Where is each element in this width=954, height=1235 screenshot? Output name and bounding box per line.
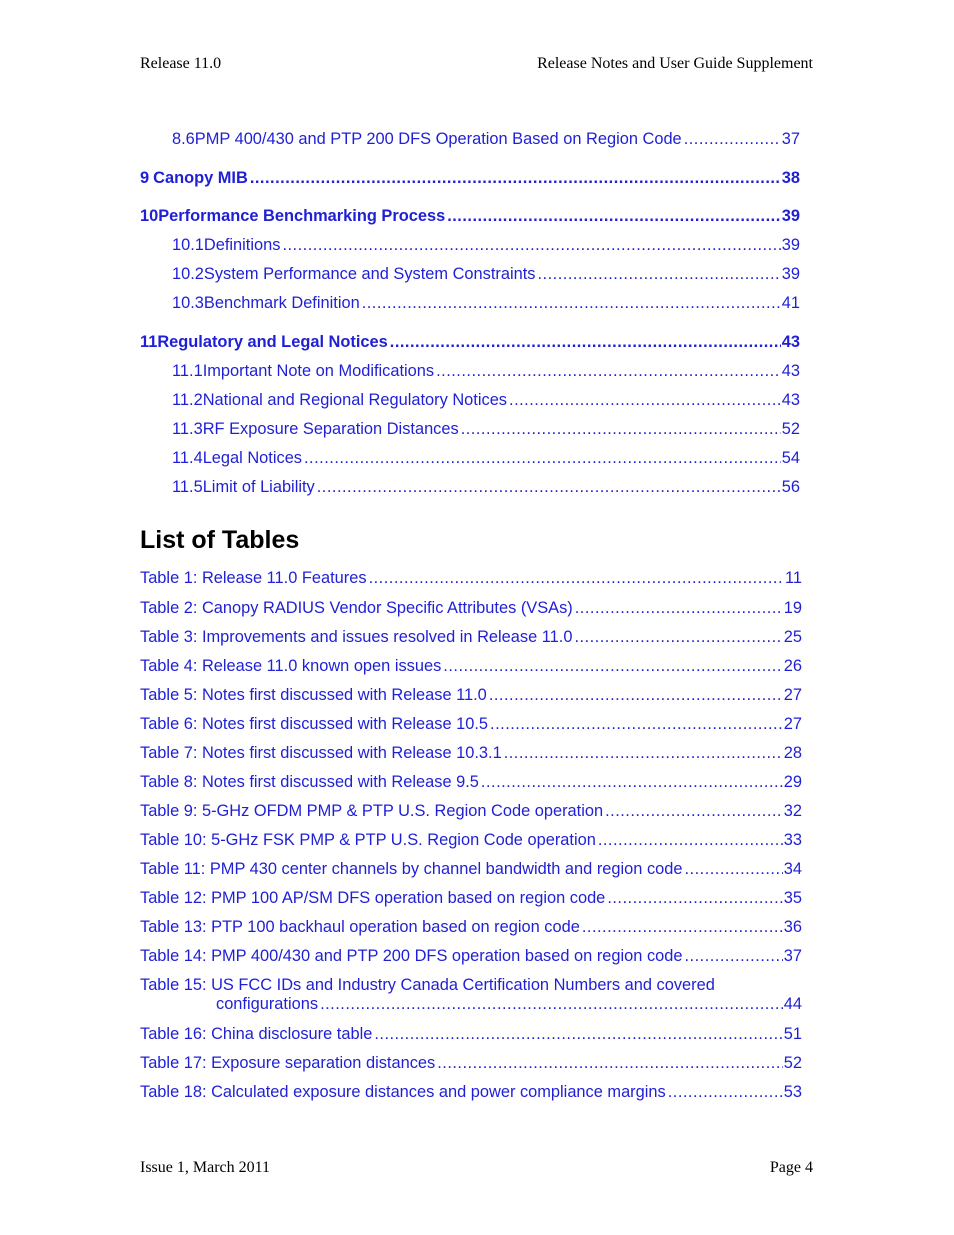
toc-number: 10 — [140, 207, 159, 225]
lot-title: Table 12: PMP 100 AP/SM DFS operation based on region code — [140, 889, 606, 907]
lot-page: 27 — [783, 686, 802, 704]
dot-leader — [538, 265, 781, 284]
toc-entry-10-2[interactable] — [172, 265, 800, 284]
lot-entry-11[interactable] — [140, 860, 802, 879]
dot-leader — [447, 207, 781, 226]
toc-title: Limit of Liability — [202, 478, 315, 496]
lot-title: Table 9: 5-GHz OFDM PMP & PTP U.S. Region Code operation — [140, 802, 604, 820]
lot-entry-6[interactable] — [140, 715, 802, 734]
toc-entry-11-1[interactable] — [172, 362, 800, 381]
lot-page: 36 — [783, 918, 802, 936]
lot-title: Table 16: China disclosure table — [140, 1025, 373, 1043]
toc-entry-10-3[interactable] — [172, 294, 800, 313]
dot-leader — [607, 889, 782, 908]
footer-issue: Issue 1, March 2011 — [140, 1159, 271, 1176]
toc-title: PMP 400/430 and PTP 200 DFS Operation Based on Region Code — [194, 130, 682, 148]
toc-entry-10-1[interactable] — [172, 236, 800, 255]
toc-number: 11.1 — [172, 362, 203, 380]
dot-leader — [436, 362, 781, 381]
lot-title: Table 13: PTP 100 backhaul operation based on region code — [140, 918, 580, 936]
toc-number: 8.6 — [172, 130, 195, 148]
toc-entry-11[interactable] — [140, 333, 800, 352]
toc-page: 43 — [781, 391, 800, 409]
toc-page: 41 — [781, 294, 800, 312]
dot-leader — [684, 860, 782, 879]
toc-entry-8-6[interactable] — [172, 130, 800, 149]
dot-leader — [362, 294, 781, 313]
lot-page: 53 — [783, 1083, 802, 1101]
toc-title: RF Exposure Separation Distances — [202, 420, 459, 438]
toc-page: 54 — [781, 449, 800, 467]
lot-title: Table 17: Exposure separation distances — [140, 1054, 436, 1072]
lot-entry-17[interactable] — [140, 1054, 802, 1073]
dot-leader — [504, 744, 783, 763]
dot-leader — [390, 333, 781, 352]
lot-title: Table 1: Release 11.0 Features — [140, 569, 367, 587]
dot-leader — [461, 420, 781, 439]
lot-entry-1[interactable] — [140, 569, 802, 588]
header-doc-title: Release Notes and User Guide Supplement — [537, 55, 813, 72]
lot-page: 28 — [783, 744, 802, 762]
lot-title-continued: configurations — [216, 995, 319, 1013]
list-of-tables-heading: List of Tables — [140, 526, 300, 554]
lot-page: 26 — [783, 657, 802, 675]
lot-page: 19 — [783, 599, 802, 617]
lot-page: 33 — [783, 831, 802, 849]
dot-leader — [574, 628, 782, 647]
toc-title: Important Note on Modifications — [202, 362, 435, 380]
dot-leader — [598, 831, 783, 850]
lot-title: Table 7: Notes first discussed with Release 10.3.1 — [140, 744, 502, 762]
lot-entry-8[interactable] — [140, 773, 802, 792]
lot-page: 11 — [784, 569, 802, 587]
dot-leader — [304, 449, 781, 468]
dot-leader — [509, 391, 781, 410]
toc-page: 43 — [781, 362, 800, 380]
lot-page: 25 — [783, 628, 802, 646]
toc-number: 10.2 — [172, 265, 204, 283]
lot-page: 34 — [783, 860, 802, 878]
toc-page: 38 — [781, 169, 800, 187]
toc-title: Benchmark Definition — [203, 294, 360, 312]
toc-page: 37 — [781, 130, 800, 148]
lot-title: Table 14: PMP 400/430 and PTP 200 DFS operation based on region code — [140, 947, 683, 965]
lot-title: Table 10: 5-GHz FSK PMP & PTP U.S. Region Code operation — [140, 831, 596, 849]
toc-title: Definitions — [203, 236, 281, 254]
toc-page: 56 — [781, 478, 800, 496]
lot-entry-9[interactable] — [140, 802, 802, 821]
dot-leader — [605, 802, 783, 821]
lot-title: Table 6: Notes first discussed with Release 10.5 — [140, 715, 489, 733]
dot-leader — [684, 947, 782, 966]
lot-title: Table 2: Canopy RADIUS Vendor Specific Attributes (VSAs) — [140, 599, 573, 617]
toc-title: System Performance and System Constraints — [203, 265, 536, 283]
toc-title: National and Regional Regulatory Notices — [202, 391, 508, 409]
header-release: Release 11.0 — [140, 55, 222, 72]
lot-entry-12[interactable] — [140, 889, 802, 908]
toc-title: Canopy MIB — [153, 169, 248, 187]
lot-page: 29 — [783, 773, 802, 791]
toc-number: 11.2 — [172, 391, 203, 409]
toc-number: 11.4 — [172, 449, 203, 467]
toc-page: 39 — [781, 207, 800, 225]
lot-page: 51 — [783, 1025, 802, 1043]
dot-leader — [668, 1083, 783, 1102]
dot-leader — [317, 478, 781, 497]
lot-title: Table 5: Notes first discussed with Release 11.0 — [140, 686, 487, 704]
lot-entry-14[interactable] — [140, 947, 802, 966]
dot-leader — [489, 686, 783, 705]
dot-leader — [374, 1025, 782, 1044]
toc-entry-11-5[interactable] — [172, 478, 800, 497]
lot-title: Table 18: Calculated exposure distances and power compliance margins — [140, 1083, 666, 1101]
toc-title: Performance Benchmarking Process — [158, 207, 446, 225]
footer-page-number: Page 4 — [769, 1159, 813, 1176]
toc-entry-9[interactable] — [140, 169, 800, 188]
toc-page: 39 — [781, 265, 800, 283]
lot-entry-2[interactable] — [140, 599, 802, 618]
lot-title: Table 11: PMP 430 center channels by channel bandwidth and region code — [140, 860, 683, 878]
lot-title: Table 4: Release 11.0 known open issues — [140, 657, 442, 675]
toc-entry-10[interactable] — [140, 207, 800, 226]
dot-leader — [443, 657, 782, 676]
dot-leader — [684, 130, 781, 149]
lot-page: 52 — [783, 1054, 802, 1072]
toc-page: 52 — [781, 420, 800, 438]
lot-entry-10[interactable] — [140, 831, 802, 850]
lot-entry-4[interactable] — [140, 657, 802, 676]
lot-title: Table 3: Improvements and issues resolved in Release 11.0 — [140, 628, 573, 646]
dot-leader — [282, 236, 780, 255]
dot-leader — [320, 995, 783, 1014]
lot-title: Table 8: Notes first discussed with Release 9.5 — [140, 773, 479, 791]
lot-page: 35 — [783, 889, 802, 907]
toc-page: 43 — [781, 333, 800, 351]
lot-title: Table 15: US FCC IDs and Industry Canada Certification Numbers and covered — [140, 976, 715, 994]
dot-leader — [582, 918, 783, 937]
toc-entry-11-4[interactable] — [172, 449, 800, 468]
toc-number: 10.3 — [172, 294, 204, 312]
toc-title: Legal Notices — [202, 449, 302, 467]
toc-entry-11-2[interactable] — [172, 391, 800, 410]
toc-title: Regulatory and Legal Notices — [157, 333, 388, 351]
dot-leader — [490, 715, 783, 734]
dot-leader — [437, 1054, 783, 1073]
lot-page: 37 — [783, 947, 802, 965]
lot-page: 27 — [783, 715, 802, 733]
lot-entry-13[interactable] — [140, 918, 802, 937]
lot-entry-15[interactable] — [140, 976, 802, 1014]
lot-entry-7[interactable] — [140, 744, 802, 763]
dot-leader — [481, 773, 783, 792]
toc-number: 11.3 — [172, 420, 203, 438]
toc-page: 39 — [781, 236, 800, 254]
lot-page: 44 — [783, 995, 802, 1013]
toc-entry-11-3[interactable] — [172, 420, 800, 439]
lot-page: 32 — [783, 802, 802, 820]
dot-leader — [369, 569, 784, 588]
lot-entry-16[interactable] — [140, 1025, 802, 1044]
lot-entry-5[interactable] — [140, 686, 802, 705]
toc-number: 11 — [140, 333, 158, 351]
dot-leader — [575, 599, 783, 618]
toc-number: 9 — [140, 169, 150, 187]
lot-entry-18[interactable] — [140, 1083, 802, 1102]
toc-number: 11.5 — [172, 478, 203, 496]
lot-entry-3[interactable] — [140, 628, 802, 647]
toc-number: 10.1 — [172, 236, 204, 254]
dot-leader — [250, 169, 781, 188]
lot-continuation — [216, 995, 802, 1014]
